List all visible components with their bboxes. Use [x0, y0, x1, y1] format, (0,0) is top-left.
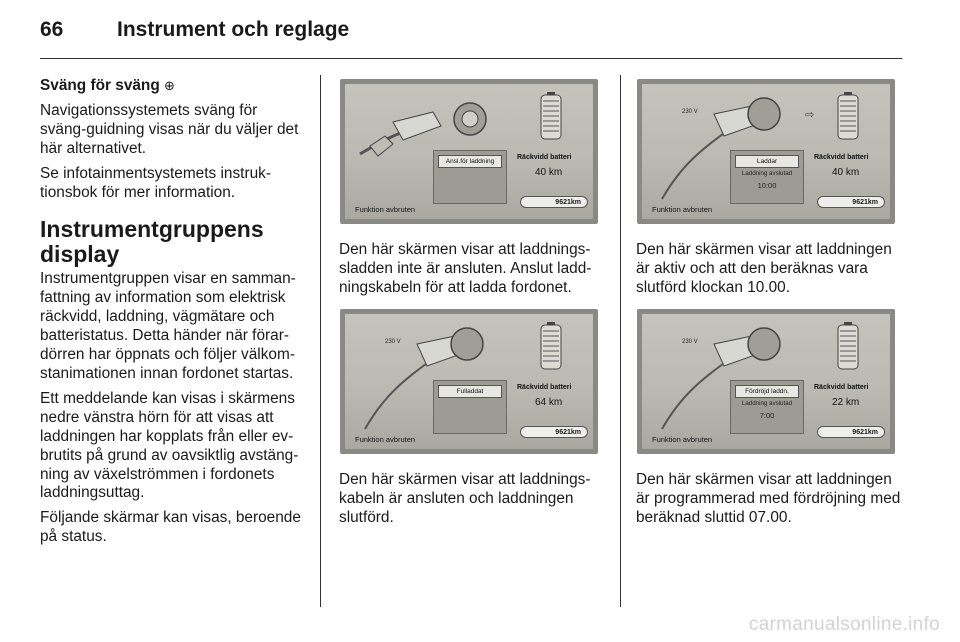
message-box — [730, 150, 804, 204]
caption: Den här skärmen visar att laddningskabeln är ansluten och laddningen slutförd. — [339, 471, 591, 526]
message-label: Fulladdat — [438, 385, 502, 398]
voltage-label: 230 V — [385, 339, 401, 345]
battery-icon — [540, 322, 562, 370]
status-footer: Funktion avbruten — [355, 435, 416, 444]
range-value: 40 km — [832, 167, 860, 178]
subhead — [40, 77, 306, 96]
paragraph: Se infotainmentsystemets instruktionsbok för mer information. — [40, 164, 271, 201]
message-box — [730, 380, 804, 434]
section-heading: Instrumentgruppens display — [40, 216, 264, 268]
odometer: 9621km — [817, 426, 885, 438]
column-divider-1 — [320, 75, 321, 607]
column-divider-2 — [620, 75, 621, 607]
battery-icon — [540, 92, 562, 140]
voltage-label: 230 V — [682, 339, 698, 345]
caption: Den här skärmen visar att laddningen är programmerad med fördröjning med beräknad sluttid 07.00. — [636, 471, 901, 526]
caption: Den här skärmen visar att laddningen är aktiv och att den beräknas vara slutförd klockan 10.00. — [636, 241, 892, 296]
status-footer: Funktion avbruten — [355, 205, 416, 214]
display-screen-3 — [340, 309, 598, 454]
message-label: Fördröjd laddn. — [735, 385, 799, 398]
message-sub-1: Laddning avslutad — [741, 400, 793, 407]
battery-icon — [837, 322, 859, 370]
message-label: Laddar — [735, 155, 799, 168]
odometer: 9621km — [520, 426, 588, 438]
paragraph: Ett meddelande kan visas i skärmens nedre vänstra hörn för att visas att laddningen har kopplats från eller evbrutits på grund av oavsiktlig avstängning av växelströmmen i fordonets laddningsuttag. — [40, 389, 299, 502]
message-box — [433, 380, 507, 434]
status-footer: Funktion avbruten — [652, 205, 713, 214]
odometer: 9621km — [520, 196, 588, 208]
range-value: 40 km — [535, 167, 563, 178]
turn-by-turn-icon: ⊕ — [164, 78, 175, 93]
range-title: Räckvidd batteri — [814, 384, 869, 391]
paragraph: Följande skärmar kan visas, beroende på status. — [40, 509, 301, 546]
voltage-label: 230 V — [682, 109, 698, 115]
status-footer: Funktion avbruten — [652, 435, 713, 444]
paragraph: Navigationssystemets sväng för sväng-guidning visas när du väljer det här alternativet. — [40, 101, 299, 157]
subhead-text: Sväng för sväng — [40, 77, 160, 94]
message-sub-2: 10:00 — [757, 181, 777, 190]
paragraph: Instrumentgruppen visar en sammanfattning av information som elektrisk räckvidd, laddning, vägmätare och batteristatus. Detta händer när förardörren har öppnats och följer välkomstanimationen innan fordonet startas. — [40, 270, 296, 382]
display-screen-1 — [340, 79, 598, 224]
charging-arrow-icon: ⇨ — [805, 109, 815, 121]
message-box — [433, 150, 507, 204]
range-title: Räckvidd batteri — [814, 154, 869, 161]
range-value: 22 km — [832, 397, 860, 408]
page-title: Instrument och reglage — [117, 18, 350, 41]
odometer: 9621km — [817, 196, 885, 208]
range-title: Räckvidd batteri — [517, 154, 572, 161]
caption: Den här skärmen visar att laddningssladden inte är ansluten. Anslut laddningskabeln för att ladda fordonet. — [339, 241, 592, 296]
page-number: 66 — [40, 18, 64, 41]
left-column — [40, 77, 306, 553]
watermark: carmanualsonline.info — [748, 614, 940, 635]
header-rule — [40, 58, 902, 59]
range-title: Räckvidd batteri — [517, 384, 572, 391]
message-label: Ansl.för laddning — [438, 155, 502, 168]
display-screen-4 — [637, 309, 895, 454]
battery-icon — [837, 92, 859, 140]
range-value: 64 km — [535, 397, 563, 408]
display-screen-2 — [637, 79, 895, 224]
message-sub-1: Laddning avslutad — [741, 170, 793, 177]
message-sub-2: 7:00 — [759, 411, 775, 420]
